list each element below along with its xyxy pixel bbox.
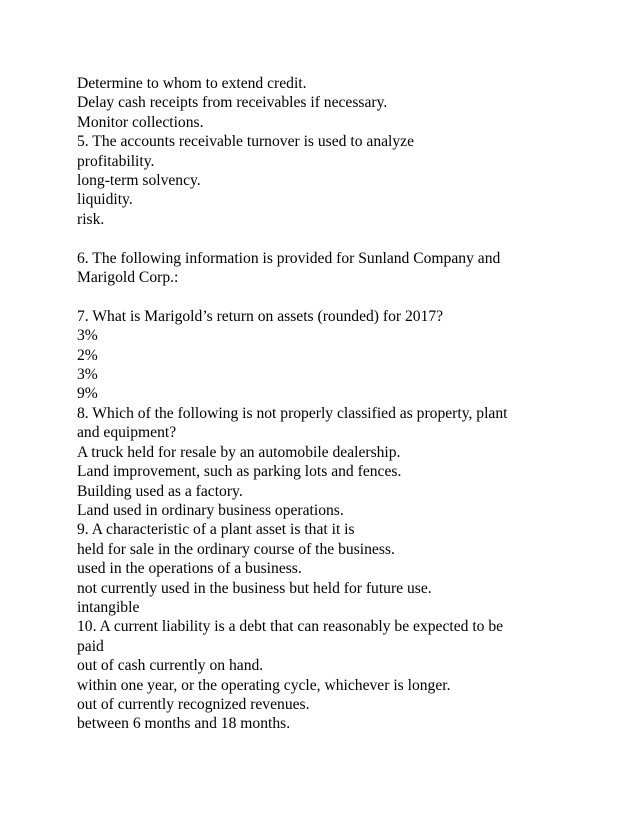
answer-option: liquidity. — [77, 191, 133, 209]
answer-option: between 6 months and 18 months. — [77, 715, 291, 733]
question-9: 9. A characteristic of a plant asset is that it is — [77, 521, 355, 539]
answer-option: A truck held for resale by an automobile dealership. — [77, 443, 401, 461]
answer-option: Building used as a factory. — [77, 482, 243, 500]
answer-option: profitability. — [77, 152, 155, 170]
document-text — [77, 74, 547, 734]
answer-option: Land used in ordinary business operations. — [77, 501, 344, 519]
question-5: 5. The accounts receivable turnover is used to analyze — [77, 133, 415, 151]
text-line: and equipment? — [77, 424, 177, 442]
answer-option: not currently used in the business but held for future use. — [77, 579, 432, 597]
text-line: Determine to whom to extend credit. — [77, 75, 307, 92]
answer-option: out of cash currently on hand. — [77, 657, 264, 675]
answer-option: 9% — [77, 385, 98, 403]
answer-option: long-term solvency. — [77, 172, 201, 190]
blank-line — [77, 287, 547, 306]
answer-option: held for sale in the ordinary course of the business. — [77, 540, 395, 558]
answer-option: within one year, or the operating cycle, whichever is longer. — [77, 676, 451, 694]
text-line: Delay cash receipts from receivables if necessary. — [77, 94, 388, 112]
text-line: Marigold Corp.: — [77, 269, 179, 287]
answer-option: risk. — [77, 210, 105, 228]
question-8: 8. Which of the following is not properly classified as property, plant — [77, 404, 508, 422]
answer-option: 2% — [77, 346, 98, 364]
question-7: 7. What is Marigold’s return on assets (rounded) for 2017? — [77, 307, 444, 325]
answer-option: Land improvement, such as parking lots and fences. — [77, 463, 402, 481]
text-line: paid — [77, 637, 104, 655]
answer-option: out of currently recognized revenues. — [77, 695, 310, 713]
question-10: 10. A current liability is a debt that can reasonably be expected to be — [77, 618, 504, 636]
blank-line — [77, 229, 547, 248]
answer-option: used in the operations of a business. — [77, 560, 302, 578]
answer-option: 3% — [77, 366, 98, 384]
answer-option: intangible — [77, 598, 140, 616]
question-6: 6. The following information is provided for Sunland Company and — [77, 249, 501, 267]
answer-option: 3% — [77, 327, 98, 345]
text-line: Monitor collections. — [77, 113, 204, 131]
